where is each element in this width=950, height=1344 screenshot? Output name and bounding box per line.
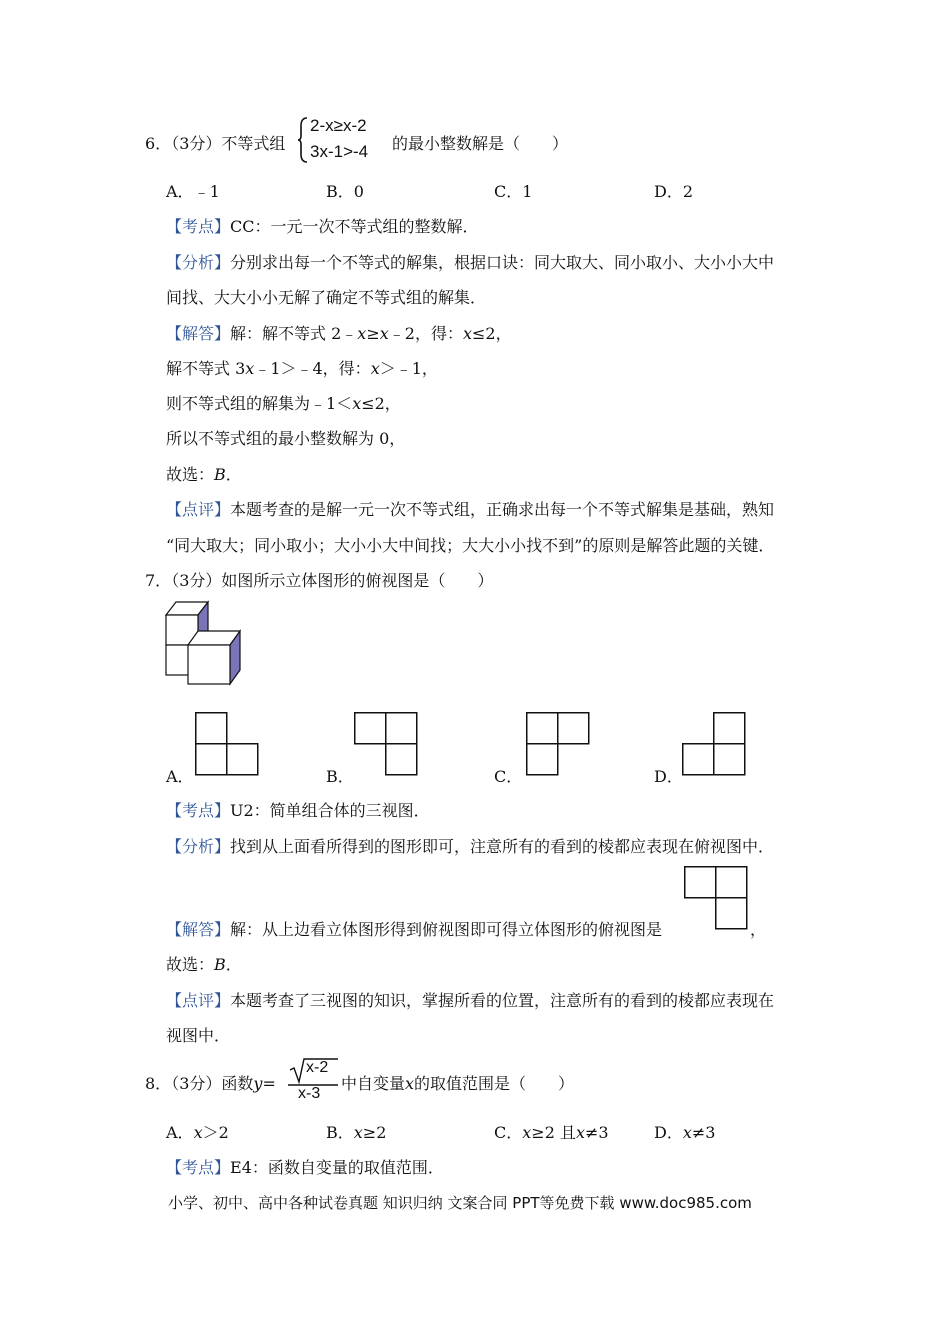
q8-y: y: [253, 1074, 263, 1093]
q8-option-d: [654, 1120, 715, 1143]
q6-fenxi-line2: 间找、大大小小无解了确定不等式组的解集．: [166, 288, 487, 307]
text: ．: [225, 955, 242, 974]
text: 解：解不等式 2﹣: [230, 324, 358, 343]
q8-stem: [145, 1071, 276, 1094]
var: x: [353, 1123, 363, 1142]
q8-stem-rest: [341, 1071, 574, 1094]
jieda-text: 解：从上边看立体图形得到俯视图即可得立体图形的俯视图是: [230, 920, 663, 939]
q6-dianping-line2: “同大取大；同小取小；大小小大中间找；大大小小找不到”的原则是解答此题的关键．: [166, 536, 775, 555]
kaodian-text: E4：函数自变量的取值范围．: [230, 1158, 444, 1177]
q7-option-d-label: D．: [654, 767, 683, 786]
dianping-tag: 【点评】: [166, 991, 231, 1010]
q7-kaodian: [166, 798, 430, 821]
q7-option-a-label: A．: [166, 767, 194, 786]
dianping-text: 本题考查的是解一元一次不等式组，正确求出每一个不等式解集是基础，熟知: [230, 500, 775, 519]
q8-option-c: [494, 1120, 609, 1143]
text: ﹣2，得：: [388, 324, 463, 343]
q8-stem-pre: 函数: [221, 1074, 254, 1093]
text: ≤2，: [471, 324, 512, 343]
q6-jieda-line1: [166, 321, 512, 344]
q6-jieda-line2: [166, 356, 438, 379]
q8-score: （3分）: [171, 1074, 222, 1093]
q6-score: （3分）: [171, 134, 222, 153]
text: ＞﹣1，: [379, 359, 438, 378]
q7-score: （3分）: [171, 571, 222, 590]
q6-fenxi: [166, 250, 774, 273]
page-footer: 小学、初中、高中各种试卷真题 知识归纳 文案合同 PPT等免费下载 www.doc985.com: [168, 1194, 752, 1212]
q7-dianping: [166, 988, 774, 1011]
text: 故选：: [166, 955, 215, 974]
var: x: [379, 324, 389, 343]
option-text: ≠3: [691, 1123, 716, 1142]
q6-kaodian: [166, 214, 479, 237]
option-label: A．: [166, 1123, 194, 1142]
text: ≥: [366, 324, 380, 343]
kaodian-text: CC：一元一次不等式组的整数解．: [230, 217, 479, 236]
jieda-tag: 【解答】: [166, 324, 231, 343]
q8-denominator: x-3: [298, 1085, 321, 1102]
var: x: [357, 324, 367, 343]
q7-jieda-end: ，: [750, 920, 767, 939]
var: x: [245, 359, 255, 378]
q6-option-c: [494, 179, 532, 202]
dianping-tag: 【点评】: [166, 500, 231, 519]
option-text: 2: [682, 182, 694, 201]
q6-option-b: [326, 179, 364, 202]
q6-jieda-line4: 所以不等式组的最小整数解为 0，: [166, 429, 406, 448]
q6-stem: [145, 131, 285, 154]
q7-dianping-line2: 视图中．: [166, 1026, 231, 1045]
option-label: D．: [654, 1123, 683, 1142]
answer: B: [214, 955, 226, 974]
q7-jieda-line2: [166, 952, 242, 975]
q7-option-b-figure: [354, 712, 418, 776]
option-text: 1: [522, 182, 533, 201]
answer: B: [214, 465, 226, 484]
q7-number: 7．: [145, 571, 172, 590]
kaodian-text: U2：简单组合体的三视图．: [230, 801, 430, 820]
fenxi-text: 分别求出每一个不等式的解集，根据口诀：同大取大、同小取小、大小小大中: [230, 253, 775, 272]
kaodian-tag: 【考点】: [166, 801, 231, 820]
option-text: ≠3: [585, 1123, 609, 1142]
var: x: [193, 1123, 203, 1142]
option-label: B．: [326, 1123, 354, 1142]
text: 中自变量: [341, 1074, 406, 1093]
q6-system-line1: 2-x≥x-2: [310, 116, 367, 135]
q8-numerator: x-2: [306, 1059, 329, 1076]
q7-stem: [145, 568, 493, 591]
option-text: ﹣1: [193, 182, 220, 201]
text: 的取值范围是（ ）: [414, 1074, 575, 1093]
q6-brace: [297, 116, 309, 164]
q8-kaodian: [166, 1155, 444, 1178]
q6-option-d: [654, 179, 693, 202]
option-text: ≥2 且: [531, 1123, 576, 1142]
var: x: [575, 1123, 585, 1142]
kaodian-tag: 【考点】: [166, 217, 231, 236]
q7-option-a-figure: [195, 712, 259, 776]
q7-option-c-label: C．: [494, 767, 523, 786]
q7-option-d-figure: [682, 712, 746, 776]
var: x: [352, 394, 362, 413]
q8-eq: =: [262, 1074, 276, 1093]
fenxi-tag: 【分析】: [166, 837, 231, 856]
var: x: [522, 1123, 532, 1142]
q6-number: 6．: [145, 134, 172, 153]
q7-answer-figure: [684, 866, 748, 930]
option-label: C．: [494, 1123, 523, 1142]
q6-jieda-line3: [166, 391, 401, 414]
option-label: A．: [166, 182, 194, 201]
text: ．: [225, 465, 242, 484]
q6-option-a: [166, 179, 220, 202]
q8-option-b: [326, 1120, 386, 1143]
fenxi-text: 找到从上面看所得到的图形即可，注意所有的看到的棱都应表现在俯视图中．: [230, 837, 775, 856]
option-text: 0: [353, 182, 364, 201]
q7-solid-figure: [166, 600, 246, 684]
var: x: [462, 324, 472, 343]
q8-option-a: [166, 1120, 229, 1143]
dianping-text: 本题考查了三视图的知识，掌握所看的位置，注意所有的看到的棱都应表现在: [230, 991, 775, 1010]
kaodian-tag: 【考点】: [166, 1158, 231, 1177]
jieda-tag: 【解答】: [166, 920, 231, 939]
text: ≤2，: [361, 394, 401, 413]
q7-option-c-figure: [526, 712, 590, 776]
q6-system-line2: 3x-1>-4: [310, 142, 369, 161]
option-text: ≥2: [362, 1123, 387, 1142]
var: x: [405, 1074, 415, 1093]
q7-fenxi: [166, 834, 774, 857]
q6-stem-post: 的最小整数解是（ ）: [392, 134, 569, 153]
option-label: C．: [494, 182, 523, 201]
q7-option-b-label: B．: [326, 767, 354, 786]
var: x: [682, 1123, 692, 1142]
text: 解不等式 3: [166, 359, 246, 378]
text: 则不等式组的解集为﹣1＜: [166, 394, 353, 413]
fenxi-tag: 【分析】: [166, 253, 231, 272]
q6-stem-pre: 不等式组: [221, 134, 286, 153]
q7-jieda: [166, 917, 662, 940]
text: 故选：: [166, 465, 215, 484]
q8-number: 8．: [145, 1074, 172, 1093]
q6-dianping: [166, 497, 774, 520]
text: ﹣1＞﹣4，得：: [254, 359, 371, 378]
q7-stem-text: 如图所示立体图形的俯视图是（ ）: [221, 571, 494, 590]
var: x: [370, 359, 380, 378]
option-label: D．: [654, 182, 683, 201]
option-label: B．: [326, 182, 354, 201]
option-text: ＞2: [202, 1123, 229, 1142]
q6-jieda-line5: [166, 462, 242, 485]
